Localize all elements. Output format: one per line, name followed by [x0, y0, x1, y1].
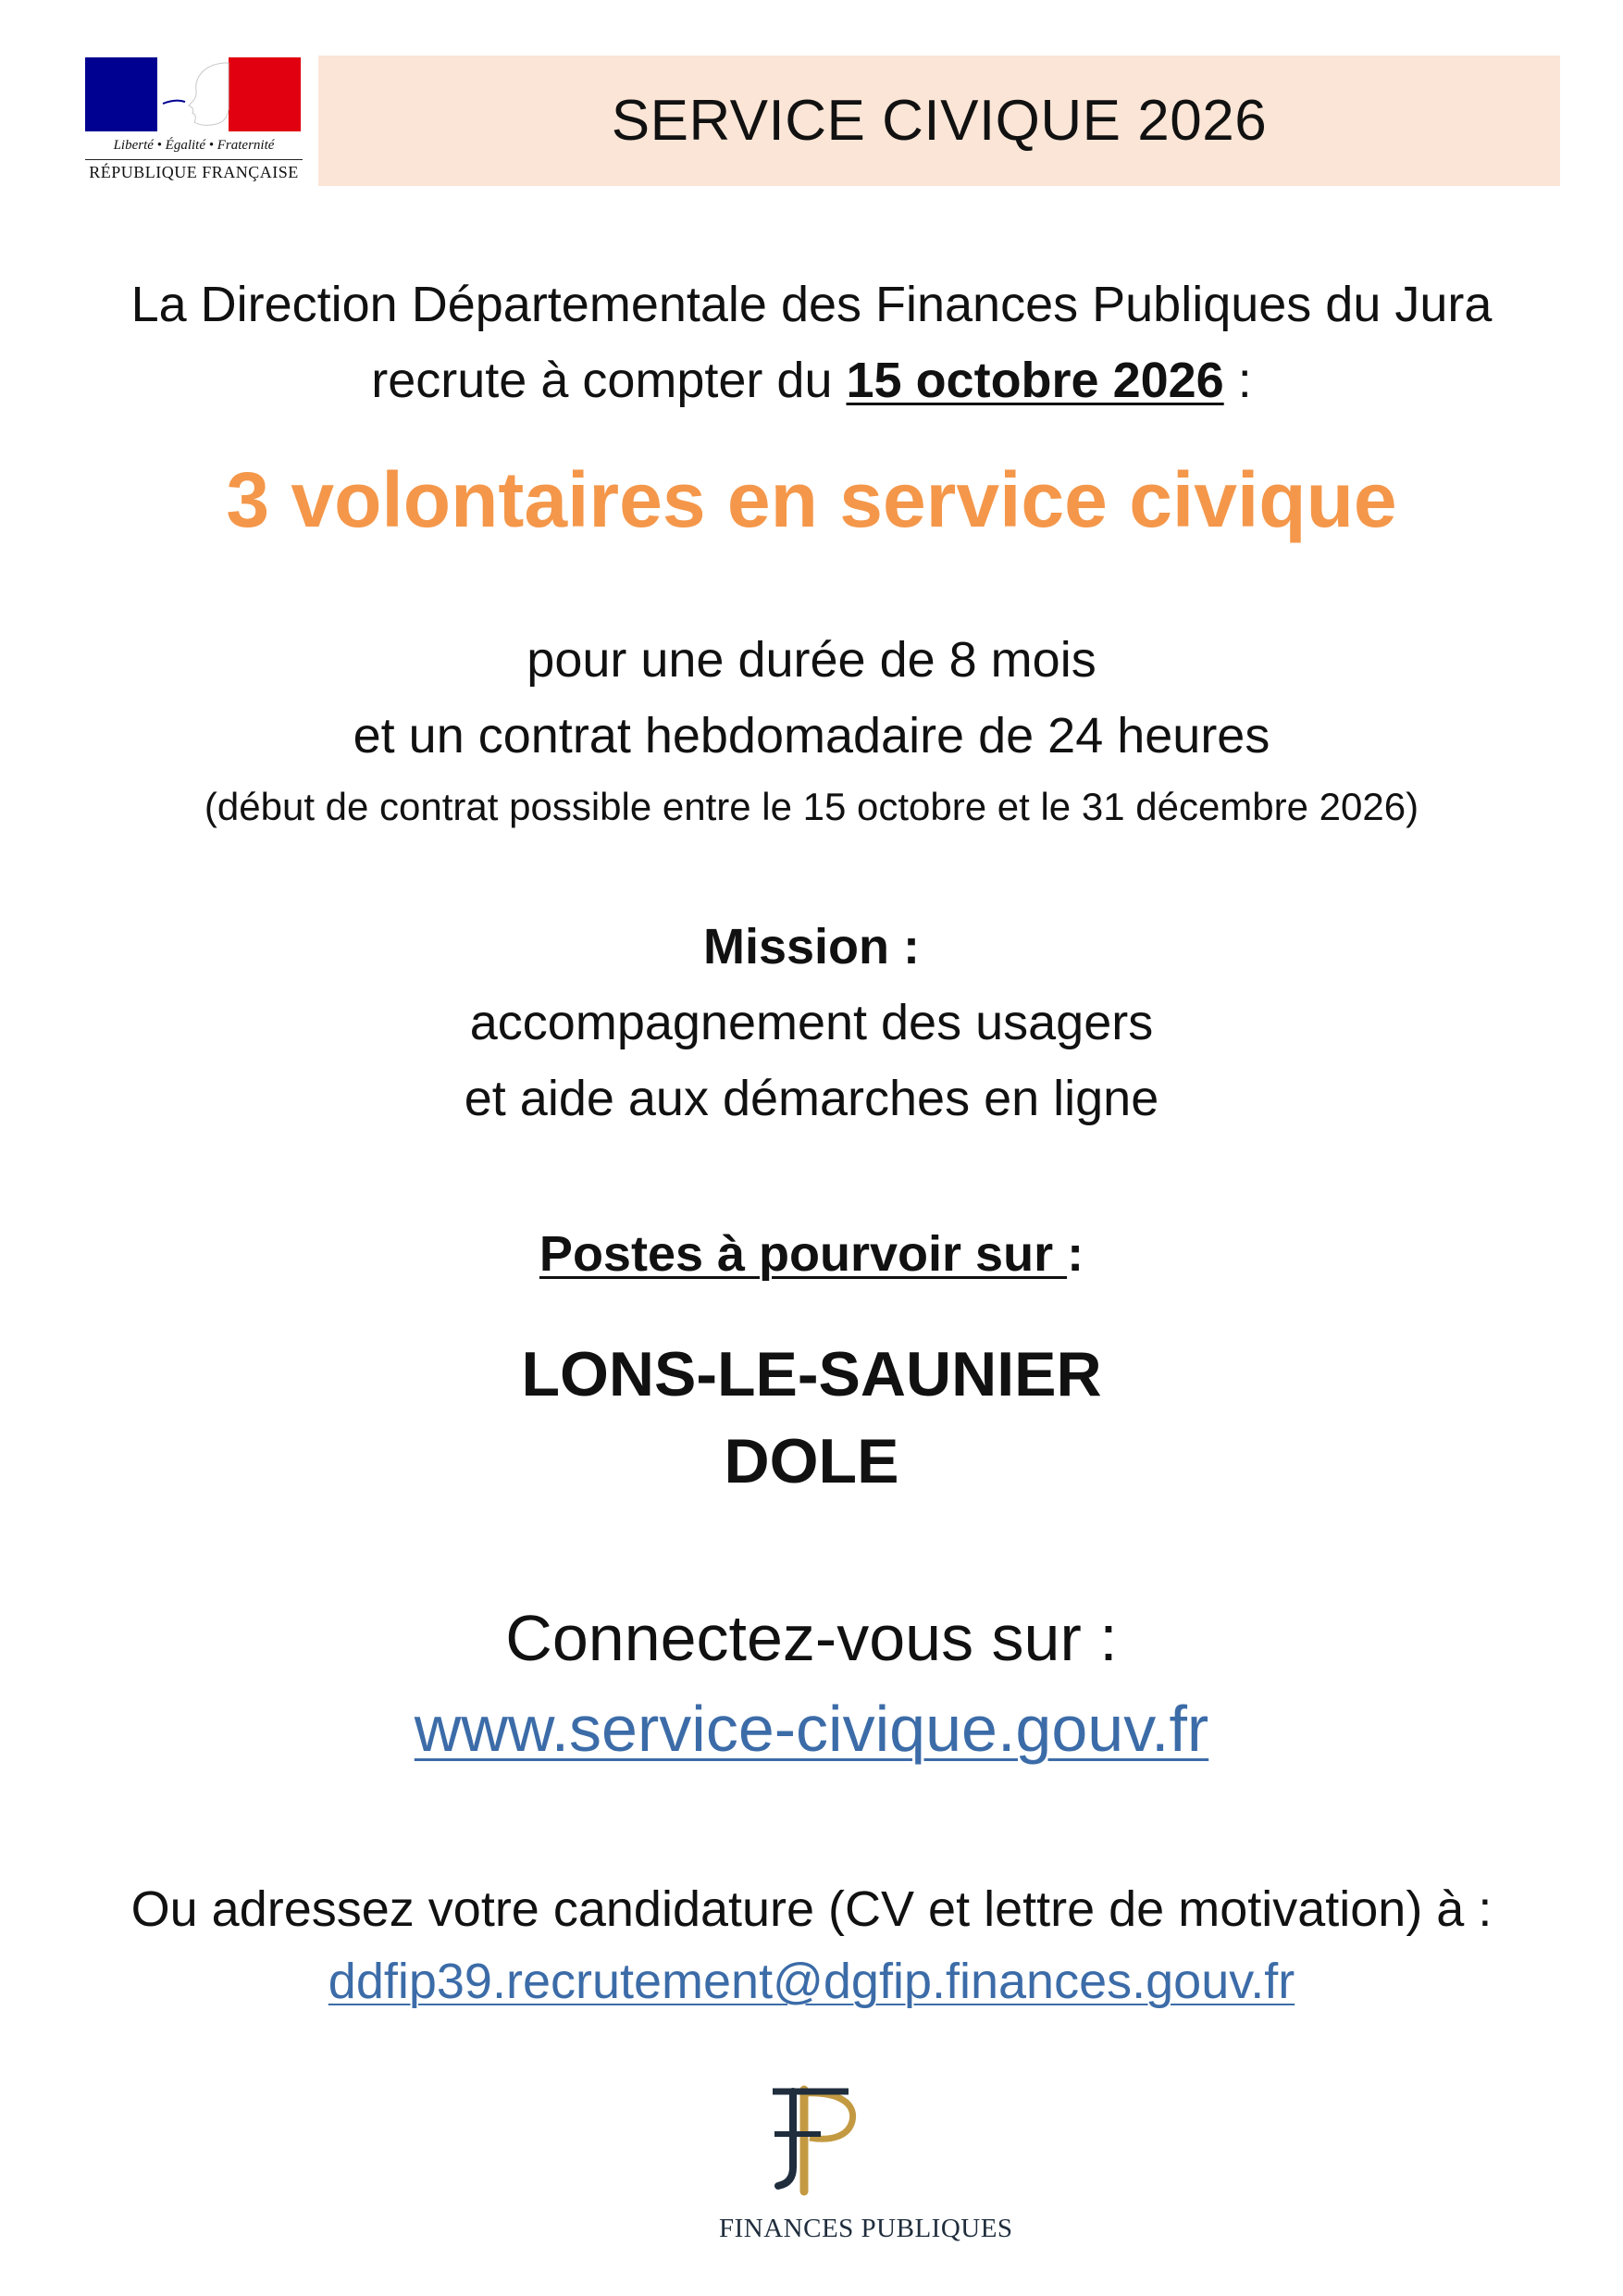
contract-text: et un contrat hebdomadaire de 24 heures	[353, 708, 1270, 763]
duration-text: pour une durée de 8 mois	[527, 632, 1096, 688]
intro-line-2	[0, 352, 1623, 409]
connect-label: Connectez-vous sur :	[505, 1602, 1118, 1674]
finances-publiques-logo	[719, 2082, 1013, 2258]
logo-country: RÉPUBLIQUE FRANÇAISE	[89, 163, 299, 181]
email-link[interactable]: ddfip39.recrutement@dgfip.finances.gouv.fr	[328, 1954, 1295, 2009]
intro-line-1: La Direction Départementale des Finances Publiques du Jura	[130, 277, 1493, 332]
headline: 3 volontaires en service civique	[226, 456, 1397, 543]
page-title: SERVICE CIVIQUE 2026	[611, 89, 1268, 153]
finances-publiques-label: FINANCES PUBLIQUES	[719, 2214, 1013, 2243]
header-banner	[318, 56, 1560, 186]
marianne-logo	[85, 57, 303, 187]
apply-label: Ou adressez votre candidature (CV et lettre de motivation) à :	[130, 1881, 1493, 1937]
mission-line-1: accompagnement des usagers	[469, 995, 1154, 1050]
start-window-text: (début de contrat possible entre le 15 octobre et le 31 décembre 2026)	[204, 785, 1419, 828]
mission-label: Mission :	[702, 919, 920, 974]
posts-label-text: Postes à pourvoir sur	[539, 1226, 1068, 1282]
logo-divider	[85, 159, 303, 160]
logo-motto: Liberté • Égalité • Fraternité	[113, 138, 275, 153]
intro-suffix: :	[1223, 353, 1252, 408]
finances-publiques-monogram-icon	[756, 2082, 867, 2198]
website-link[interactable]: www.service-civique.gouv.fr	[414, 1693, 1209, 1765]
posts-label	[0, 1225, 1623, 1283]
republique-flag-icon	[85, 57, 301, 131]
start-date: 15 octobre 2026	[846, 353, 1224, 408]
posts-label-colon: :	[1067, 1226, 1084, 1282]
mission-line-2: et aide aux démarches en ligne	[464, 1071, 1159, 1126]
city-dole: DOLE	[724, 1426, 899, 1496]
intro-prefix: recrute à compter du	[371, 353, 847, 408]
city-lons-le-saunier: LONS-LE-SAUNIER	[521, 1339, 1102, 1409]
